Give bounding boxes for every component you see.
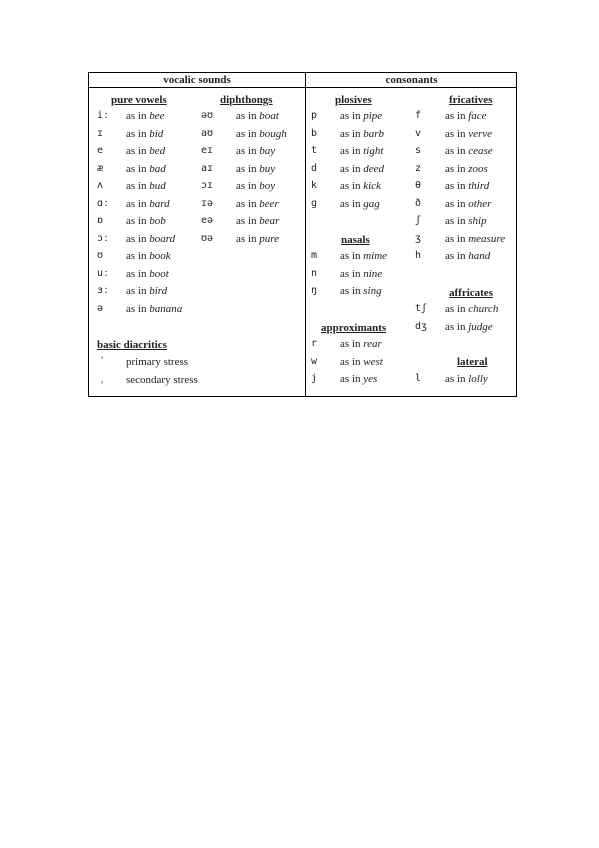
as-in-label: as in bbox=[126, 197, 150, 210]
diphthong-symbol: aʊ bbox=[201, 127, 214, 139]
example-word: bed bbox=[149, 145, 166, 157]
pure-vowel-example bbox=[126, 285, 167, 297]
as-in-label: as in bbox=[340, 285, 364, 297]
as-in-label: as in bbox=[340, 162, 364, 175]
plosive-example bbox=[340, 110, 382, 122]
pure-vowels-heading: pure vowels bbox=[111, 94, 167, 106]
pure-vowel-symbol: ʊ bbox=[97, 250, 104, 261]
as-in-label: as in bbox=[236, 215, 260, 227]
ipa-chart bbox=[88, 72, 517, 397]
plosive-symbol: d bbox=[311, 162, 318, 174]
as-in-label: as in bbox=[340, 145, 364, 157]
header-divider bbox=[89, 87, 516, 88]
as-in-label: as in bbox=[126, 180, 150, 192]
diphthong-example bbox=[236, 128, 287, 140]
plosive-example bbox=[340, 180, 381, 192]
example-word: mime bbox=[363, 250, 388, 262]
as-in-label: as in bbox=[445, 197, 469, 210]
plosive-example bbox=[340, 128, 384, 140]
pure-vowel-example bbox=[126, 215, 166, 227]
as-in-label: as in bbox=[126, 215, 150, 227]
as-in-label: as in bbox=[340, 127, 364, 140]
example-word: other bbox=[468, 197, 492, 210]
pure-vowel-symbol: ɪ bbox=[97, 127, 104, 139]
diphthong-symbol: ɔɪ bbox=[201, 180, 214, 191]
affricate-symbol: tʃ bbox=[415, 303, 428, 314]
pure-vowel-example bbox=[126, 198, 170, 210]
fricative-symbol: ð bbox=[415, 197, 422, 209]
approximant-example bbox=[340, 356, 383, 368]
as-in-label: as in bbox=[126, 267, 150, 280]
as-in-label: as in bbox=[445, 232, 469, 245]
fricative-example bbox=[445, 110, 487, 122]
fricative-symbol: ʒ bbox=[415, 232, 422, 244]
diacritic-symbol: ˈ bbox=[99, 356, 106, 367]
plosive-example bbox=[340, 145, 383, 157]
example-word: hand bbox=[468, 250, 491, 262]
as-in-label: as in bbox=[126, 232, 150, 245]
as-in-label: as in bbox=[445, 250, 469, 262]
approximant-symbol: r bbox=[311, 338, 318, 349]
diphthong-symbol: əʊ bbox=[201, 110, 214, 121]
diphthongs-heading: diphthongs bbox=[220, 94, 273, 106]
fricative-symbol: h bbox=[415, 250, 422, 261]
as-in-label: as in bbox=[236, 232, 260, 245]
pure-vowel-symbol: e bbox=[97, 145, 104, 156]
fricative-example bbox=[445, 215, 487, 227]
plosive-symbol: b bbox=[311, 127, 318, 139]
example-word: measure bbox=[468, 232, 506, 245]
fricative-example bbox=[445, 233, 505, 245]
example-word: beer bbox=[259, 197, 279, 210]
lateral-heading: lateral bbox=[457, 356, 488, 368]
approximants-heading: approximants bbox=[321, 322, 387, 334]
fricative-symbol: f bbox=[415, 110, 422, 121]
diphthong-example bbox=[236, 215, 279, 227]
example-word: bird bbox=[149, 285, 168, 297]
plosive-symbol: k bbox=[311, 180, 318, 191]
as-in-label: as in bbox=[126, 162, 150, 175]
as-in-label: as in bbox=[445, 180, 469, 192]
as-in-label: as in bbox=[340, 373, 364, 385]
example-word: board bbox=[149, 232, 176, 245]
nasal-example bbox=[340, 250, 387, 262]
pure-vowel-example bbox=[126, 163, 166, 175]
example-word: nine bbox=[363, 267, 383, 280]
as-in-label: as in bbox=[236, 127, 260, 140]
diphthong-example bbox=[236, 145, 275, 157]
example-word: buy bbox=[259, 162, 276, 175]
lateral-symbol: l bbox=[415, 373, 422, 384]
diphthong-symbol: eɪ bbox=[201, 145, 214, 156]
as-in-label: as in bbox=[340, 355, 364, 368]
approximant-symbol: j bbox=[311, 373, 318, 384]
diphthong-example bbox=[236, 110, 279, 122]
example-word: bud bbox=[149, 180, 166, 192]
as-in-label: as in bbox=[126, 110, 150, 122]
fricative-example bbox=[445, 180, 489, 192]
plosive-example bbox=[340, 163, 384, 175]
as-in-label: as in bbox=[126, 250, 150, 262]
fricative-symbol: v bbox=[415, 127, 422, 139]
fricative-symbol: ʃ bbox=[415, 215, 422, 226]
as-in-label: as in bbox=[340, 338, 364, 350]
as-in-label: as in bbox=[445, 303, 469, 315]
nasals-heading: nasals bbox=[341, 234, 370, 246]
example-word: bob bbox=[149, 215, 166, 227]
affricates-heading: affricates bbox=[449, 287, 493, 299]
diphthong-example bbox=[236, 163, 275, 175]
basic-diacritics-heading: basic diacritics bbox=[97, 339, 167, 351]
fricative-example bbox=[445, 145, 493, 157]
lateral-example bbox=[445, 373, 488, 385]
pure-vowel-example bbox=[126, 268, 169, 280]
as-in-label: as in bbox=[340, 267, 364, 280]
approximant-example bbox=[340, 373, 377, 385]
example-word: west bbox=[363, 355, 383, 368]
plosive-symbol: t bbox=[311, 145, 318, 156]
affricate-symbol: dʒ bbox=[415, 320, 428, 332]
as-in-label: as in bbox=[445, 110, 469, 122]
consonants-header: consonants bbox=[385, 74, 438, 86]
pure-vowel-symbol: ɜː bbox=[97, 285, 110, 296]
plosive-symbol: p bbox=[311, 110, 318, 121]
example-word: bough bbox=[259, 127, 287, 140]
as-in-label: as in bbox=[445, 127, 469, 140]
example-word: kick bbox=[363, 180, 381, 192]
example-word: book bbox=[149, 250, 171, 262]
as-in-label: as in bbox=[126, 145, 150, 157]
diacritic-label: primary stress bbox=[126, 356, 189, 368]
as-in-label: as in bbox=[236, 197, 260, 210]
approximant-example bbox=[340, 338, 382, 350]
column-divider bbox=[305, 73, 306, 396]
example-word: lolly bbox=[468, 373, 488, 385]
affricate-example bbox=[445, 303, 498, 315]
fricative-example bbox=[445, 163, 488, 175]
nasal-example bbox=[340, 285, 382, 297]
example-word: boat bbox=[259, 110, 279, 122]
example-word: yes bbox=[363, 373, 378, 385]
example-word: bay bbox=[259, 145, 276, 157]
example-word: deed bbox=[363, 162, 384, 175]
as-in-label: as in bbox=[126, 127, 150, 140]
fricative-symbol: z bbox=[415, 162, 422, 174]
pure-vowel-symbol: ɔː bbox=[97, 232, 110, 244]
pure-vowel-symbol: iː bbox=[97, 110, 110, 121]
example-word: pipe bbox=[363, 110, 383, 122]
pure-vowel-symbol: ɑː bbox=[97, 197, 110, 209]
as-in-label: as in bbox=[445, 215, 469, 227]
approximant-symbol: w bbox=[311, 355, 318, 367]
example-word: bee bbox=[149, 110, 165, 122]
as-in-label: as in bbox=[236, 180, 260, 192]
pure-vowel-example bbox=[126, 128, 163, 140]
example-word: pure bbox=[259, 232, 279, 245]
fricative-symbol: s bbox=[415, 145, 422, 156]
plosive-symbol: g bbox=[311, 197, 318, 209]
diphthong-symbol: eə bbox=[201, 215, 214, 226]
pure-vowel-example bbox=[126, 233, 175, 245]
diphthong-example bbox=[236, 180, 275, 192]
pure-vowel-symbol: æ bbox=[97, 162, 104, 174]
affricate-example bbox=[445, 321, 493, 333]
example-word: banana bbox=[149, 302, 183, 315]
example-word: bear bbox=[259, 215, 280, 227]
diacritic-symbol: ˌ bbox=[99, 373, 106, 385]
fricative-symbol: θ bbox=[415, 180, 422, 191]
example-word: third bbox=[468, 180, 490, 192]
fricative-example bbox=[445, 128, 492, 140]
example-word: tight bbox=[363, 145, 384, 157]
example-word: judge bbox=[468, 320, 493, 333]
example-word: barb bbox=[363, 127, 385, 140]
example-word: cease bbox=[468, 145, 493, 157]
as-in-label: as in bbox=[445, 162, 469, 175]
plosive-example bbox=[340, 198, 380, 210]
nasal-symbol: m bbox=[311, 250, 318, 261]
pure-vowel-example bbox=[126, 180, 166, 192]
example-word: church bbox=[468, 303, 499, 315]
diphthong-symbol: ɪə bbox=[201, 197, 214, 209]
example-word: rear bbox=[363, 338, 382, 350]
as-in-label: as in bbox=[445, 145, 469, 157]
as-in-label: as in bbox=[236, 110, 260, 122]
example-word: bad bbox=[149, 162, 166, 175]
example-word: sing bbox=[363, 285, 382, 297]
as-in-label: as in bbox=[445, 373, 469, 385]
example-word: bard bbox=[149, 197, 170, 210]
example-word: boot bbox=[149, 267, 169, 280]
as-in-label: as in bbox=[445, 320, 469, 333]
as-in-label: as in bbox=[340, 197, 364, 210]
pure-vowel-example bbox=[126, 145, 165, 157]
example-word: gag bbox=[363, 197, 380, 210]
fricatives-heading: fricatives bbox=[449, 94, 493, 106]
as-in-label: as in bbox=[126, 302, 150, 315]
diacritic-label: secondary stress bbox=[126, 373, 198, 386]
diphthong-symbol: aɪ bbox=[201, 162, 214, 174]
pure-vowel-symbol: ə bbox=[97, 302, 104, 314]
nasal-symbol: ŋ bbox=[311, 285, 318, 296]
fricative-example bbox=[445, 198, 491, 210]
example-word: verve bbox=[468, 127, 493, 140]
diphthong-example bbox=[236, 233, 279, 245]
as-in-label: as in bbox=[340, 110, 364, 122]
as-in-label: as in bbox=[126, 285, 150, 297]
nasal-symbol: n bbox=[311, 267, 318, 279]
as-in-label: as in bbox=[236, 162, 260, 175]
pure-vowel-example bbox=[126, 110, 165, 122]
diphthong-symbol: ʊə bbox=[201, 232, 214, 244]
fricative-example bbox=[445, 250, 490, 262]
nasal-example bbox=[340, 268, 382, 280]
as-in-label: as in bbox=[340, 180, 364, 192]
example-word: ship bbox=[468, 215, 487, 227]
as-in-label: as in bbox=[236, 145, 260, 157]
plosives-heading: plosives bbox=[335, 94, 372, 106]
vocalic-header: vocalic sounds bbox=[163, 74, 231, 86]
pure-vowel-symbol: ɒ bbox=[97, 215, 104, 226]
as-in-label: as in bbox=[340, 250, 364, 262]
example-word: face bbox=[468, 110, 487, 122]
pure-vowel-symbol: ʌ bbox=[97, 180, 104, 191]
pure-vowel-example bbox=[126, 250, 171, 262]
example-word: zoos bbox=[468, 162, 488, 175]
diphthong-example bbox=[236, 198, 279, 210]
example-word: bid bbox=[149, 127, 164, 140]
example-word: boy bbox=[259, 180, 276, 192]
pure-vowel-symbol: uː bbox=[97, 267, 110, 279]
pure-vowel-example bbox=[126, 303, 182, 315]
